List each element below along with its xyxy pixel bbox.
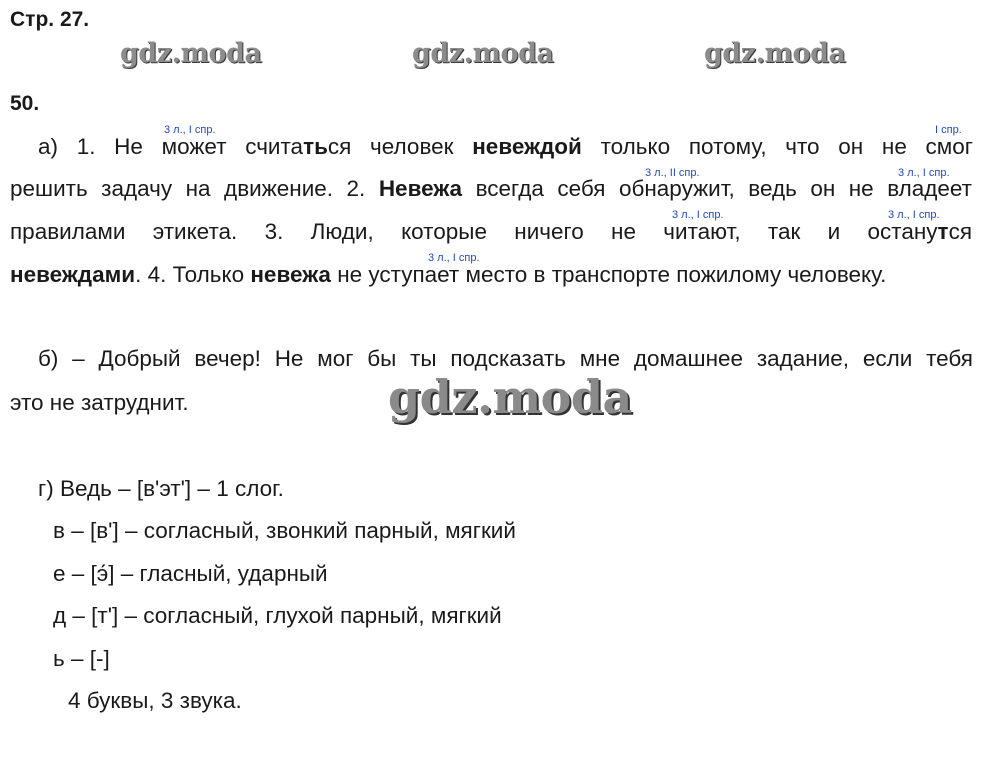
grammar-note: 3 л., II спр. [645,167,700,179]
part-a-line-2: решить задачу на движение. 2. Невежа всегда себя обнаружит, ведь он не владеет [10,176,972,201]
part-a-line-4: невеждами. 4. Только невежа не уступает место в транспорте пожилому человеку. [10,262,887,287]
watermark-logo: gdz.moda [120,38,262,69]
phonetic-row: в – [в'] – согласный, звонкий парный, мягкий [53,518,516,543]
phonetic-row: ь – [-] [53,646,110,671]
phonetic-row: д – [т'] – согласный, глухой парный, мягкий [53,603,502,628]
part-a-line-3: правилами этикета. 3. Люди, которые ничего не читают, так и останутся [10,219,972,244]
task-number: 50. [10,92,40,115]
watermark-logo-large: gdz.moda [388,370,632,424]
grammar-note: 3 л., I спр. [672,209,724,221]
page-header: Стр. 27. [10,8,90,31]
part-a-line-1: а) 1. Не может считаться человек невеждой только потому, что он не смог [38,134,973,159]
grammar-note: 3 л., I спр. [164,124,216,136]
watermark-logo: gdz.moda [412,38,554,69]
grammar-note: 3 л., I спр. [898,167,950,179]
grammar-note: 3 л., I спр. [888,209,940,221]
phonetic-summary: 4 буквы, 3 звука. [68,688,242,713]
watermark-logo: gdz.moda [704,38,846,69]
part-g-title: г) Ведь – [в'эт'] – 1 слог. [38,476,284,501]
part-b-line-1: б) – Добрый вечер! Не мог бы ты подсказать мне домашнее задание, если тебя [38,346,973,371]
grammar-note: I спр. [935,124,962,136]
grammar-note: 3 л., I спр. [428,252,480,264]
phonetic-row: е – [э́] – гласный, ударный [53,561,328,586]
part-b-line-2: это не затруднит. [10,390,189,415]
